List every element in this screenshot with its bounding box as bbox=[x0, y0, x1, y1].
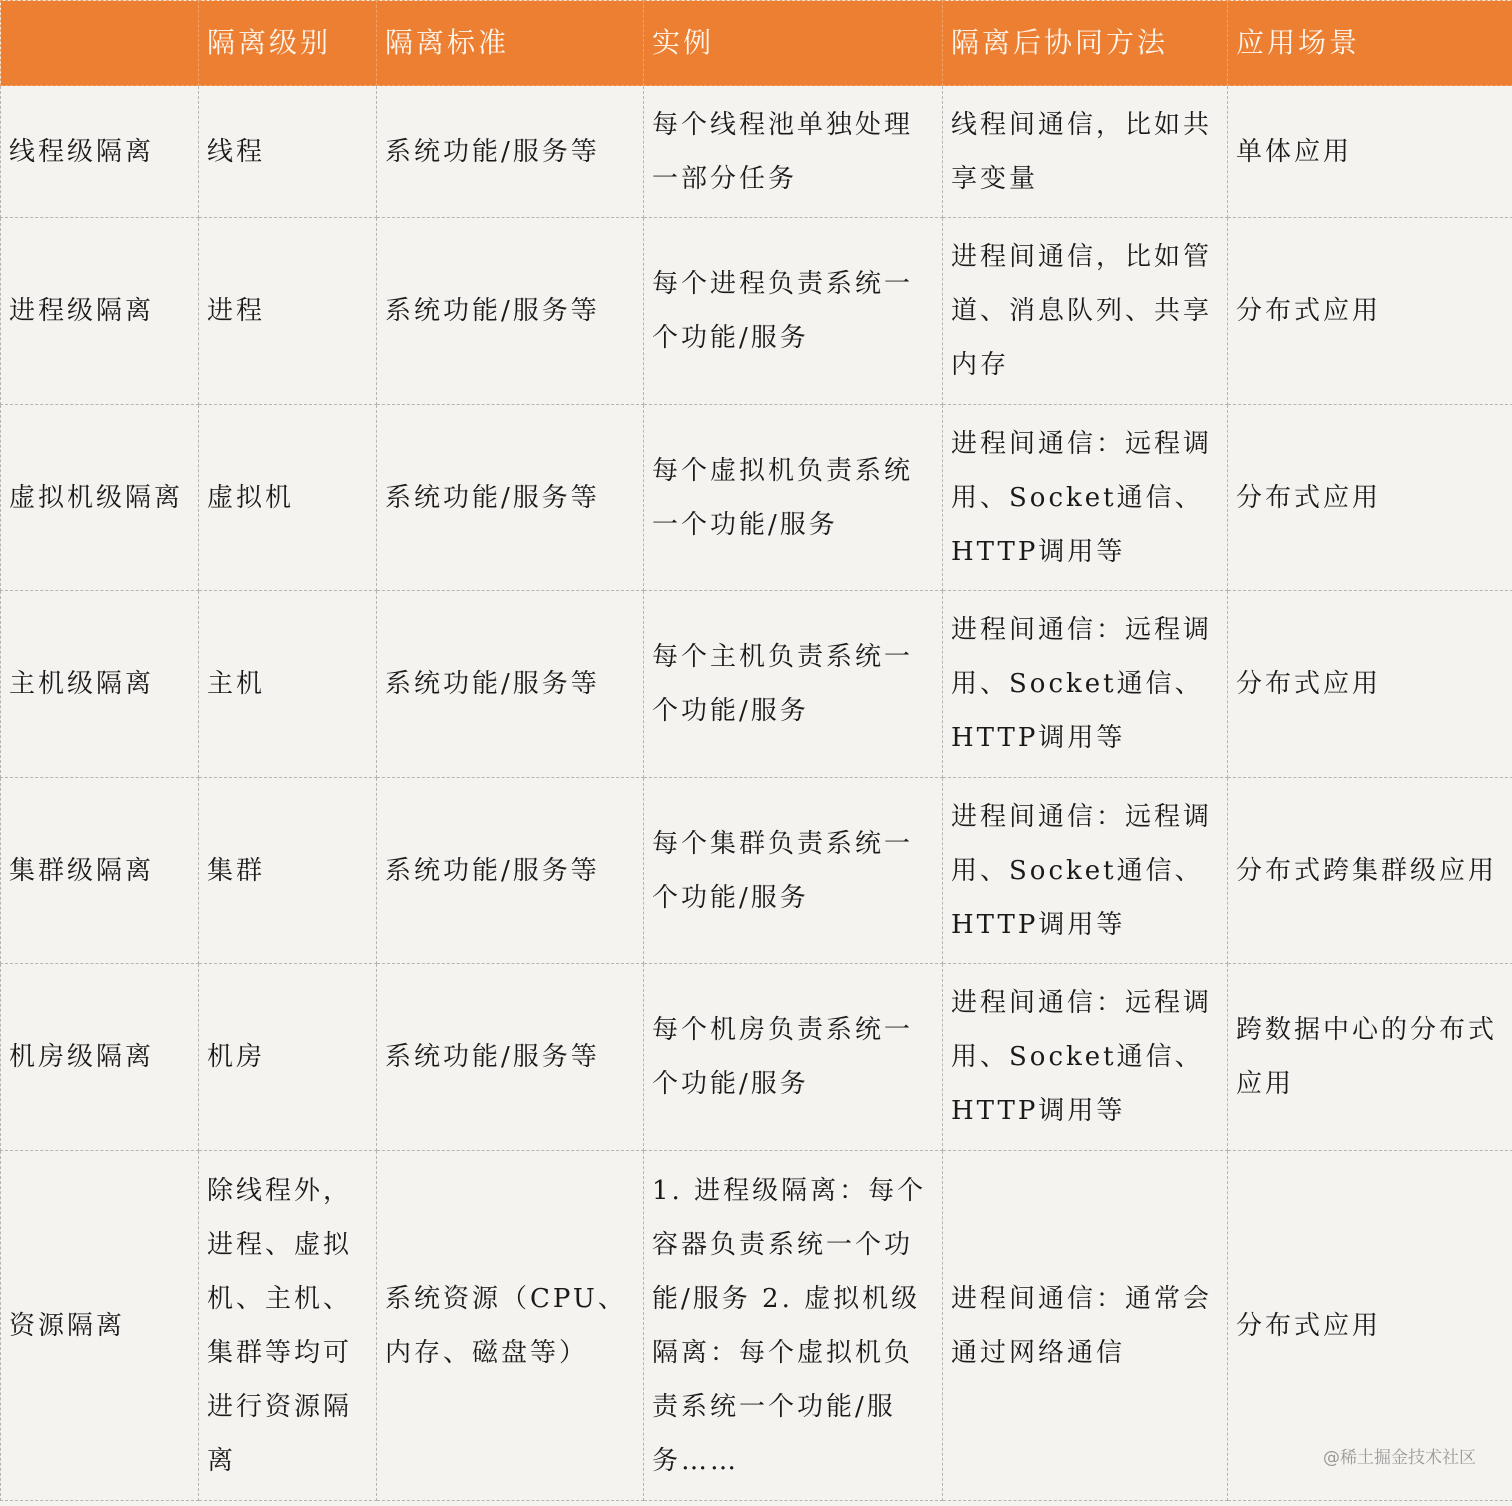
cell-scenario: 分布式应用 bbox=[1228, 405, 1512, 591]
cell-method: 线程间通信，比如共享变量 bbox=[943, 86, 1228, 218]
cell-level: 进程 bbox=[199, 218, 377, 405]
table-row bbox=[1, 778, 1512, 964]
header-coordination-method: 隔离后协同方法 bbox=[943, 1, 1228, 86]
cell-standard: 系统功能/服务等 bbox=[377, 86, 644, 218]
cell-standard: 系统功能/服务等 bbox=[377, 405, 644, 591]
header-isolation-level: 隔离级别 bbox=[199, 1, 377, 86]
header-scenario: 应用场景 bbox=[1228, 1, 1512, 86]
cell-name: 资源隔离 bbox=[1, 1151, 199, 1501]
cell-name: 主机级隔离 bbox=[1, 591, 199, 778]
cell-standard: 系统功能/服务等 bbox=[377, 218, 644, 405]
header-example: 实例 bbox=[644, 1, 943, 86]
table-row bbox=[1, 964, 1512, 1151]
cell-standard: 系统资源（CPU、内存、磁盘等） bbox=[377, 1151, 644, 1501]
cell-level: 主机 bbox=[199, 591, 377, 778]
cell-scenario: 跨数据中心的分布式应用 bbox=[1228, 964, 1512, 1151]
header-blank bbox=[1, 1, 199, 86]
cell-example: 每个线程池单独处理一部分任务 bbox=[644, 86, 943, 218]
cell-scenario: 单体应用 bbox=[1228, 86, 1512, 218]
cell-example: 每个进程负责系统一个功能/服务 bbox=[644, 218, 943, 405]
cell-name: 机房级隔离 bbox=[1, 964, 199, 1151]
cell-standard: 系统功能/服务等 bbox=[377, 591, 644, 778]
cell-scenario: 分布式应用 bbox=[1228, 1151, 1512, 1501]
cell-scenario: 分布式应用 bbox=[1228, 591, 1512, 778]
cell-method: 进程间通信：远程调用、Socket通信、HTTP调用等 bbox=[943, 778, 1228, 964]
cell-level: 机房 bbox=[199, 964, 377, 1151]
cell-standard: 系统功能/服务等 bbox=[377, 964, 644, 1151]
cell-name: 集群级隔离 bbox=[1, 778, 199, 964]
cell-method: 进程间通信：远程调用、Socket通信、HTTP调用等 bbox=[943, 964, 1228, 1151]
cell-method: 进程间通信：通常会通过网络通信 bbox=[943, 1151, 1228, 1501]
cell-level: 虚拟机 bbox=[199, 405, 377, 591]
header-isolation-standard: 隔离标准 bbox=[377, 1, 644, 86]
cell-name: 虚拟机级隔离 bbox=[1, 405, 199, 591]
cell-level: 线程 bbox=[199, 86, 377, 218]
cell-method: 进程间通信：远程调用、Socket通信、HTTP调用等 bbox=[943, 591, 1228, 778]
table-row bbox=[1, 591, 1512, 778]
watermark: @稀土掘金技术社区 bbox=[1323, 1448, 1476, 1468]
header-row bbox=[1, 1, 1512, 86]
cell-method: 进程间通信：远程调用、Socket通信、HTTP调用等 bbox=[943, 405, 1228, 591]
cell-scenario: 分布式跨集群级应用 bbox=[1228, 778, 1512, 964]
cell-example: 1. 进程级隔离：每个容器负责系统一个功能/服务 2. 虚拟机级隔离：每个虚拟机负责系统一个功能/服务…… bbox=[644, 1151, 943, 1501]
table-row bbox=[1, 1151, 1512, 1501]
cell-standard: 系统功能/服务等 bbox=[377, 778, 644, 964]
cell-name: 进程级隔离 bbox=[1, 218, 199, 405]
cell-example: 每个集群负责系统一个功能/服务 bbox=[644, 778, 943, 964]
cell-example: 每个虚拟机负责系统一个功能/服务 bbox=[644, 405, 943, 591]
cell-method: 进程间通信，比如管道、消息队列、共享内存 bbox=[943, 218, 1228, 405]
cell-example: 每个机房负责系统一个功能/服务 bbox=[644, 964, 943, 1151]
table-row bbox=[1, 405, 1512, 591]
cell-example: 每个主机负责系统一个功能/服务 bbox=[644, 591, 943, 778]
table-row bbox=[1, 218, 1512, 405]
cell-level: 除线程外，进程、虚拟机、主机、集群等均可进行资源隔离 bbox=[199, 1151, 377, 1501]
table-row bbox=[1, 86, 1512, 218]
cell-level: 集群 bbox=[199, 778, 377, 964]
cell-scenario: 分布式应用 bbox=[1228, 218, 1512, 405]
cell-name: 线程级隔离 bbox=[1, 86, 199, 218]
